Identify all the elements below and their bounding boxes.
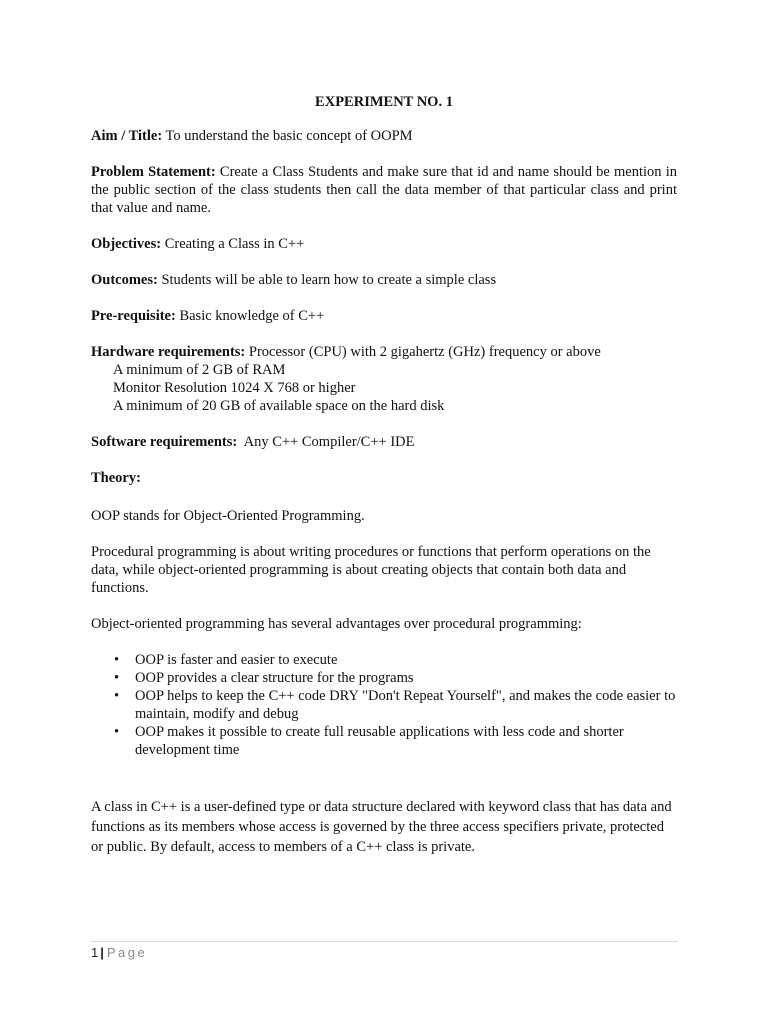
list-item: • OOP is faster and easier to execute xyxy=(135,651,677,669)
theory-heading: Theory: xyxy=(91,470,141,486)
prerequisite-section xyxy=(91,307,677,325)
objectives-text: Creating a Class in C++ xyxy=(161,236,305,252)
outcomes-section xyxy=(91,271,677,289)
class-paragraph: A class in C++ is a user-defined type or data structure declared with keyword class that has data and functions as its members whose access is governed by the three access specifiers private, protected or public. By default, access to members of a C++ class is private. xyxy=(91,799,672,855)
list-item: • OOP helps to keep the C++ code DRY "Don't Repeat Yourself", and makes the code easier to maintain, modify and debug xyxy=(135,687,677,723)
outcomes-text: Students will be able to learn how to create a simple class xyxy=(157,272,497,288)
hardware-line: A minimum of 20 GB of available space on the hard disk xyxy=(113,398,445,414)
outcomes-label: Outcomes: xyxy=(91,272,158,288)
software-label: Software requirements: xyxy=(91,434,238,450)
page-footer xyxy=(91,941,678,962)
hardware-section xyxy=(91,343,677,415)
software-text: Any C++ Compiler/C++ IDE xyxy=(237,434,415,450)
problem-section xyxy=(91,163,677,217)
objectives-section xyxy=(91,235,677,253)
hardware-line: A minimum of 2 GB of RAM xyxy=(113,362,286,378)
advantages-list xyxy=(91,651,677,759)
objectives-label: Objectives: xyxy=(91,236,162,252)
hardware-text: Processor (CPU) with 2 gigahertz (GHz) frequency or above xyxy=(245,344,601,360)
problem-label: Problem Statement: xyxy=(91,164,216,180)
theory-paragraph: OOP stands for Object-Oriented Programming. xyxy=(91,508,365,524)
page-number: 1 xyxy=(91,945,99,960)
hardware-line: Monitor Resolution 1024 X 768 or higher xyxy=(113,380,356,396)
aim-text: To understand the basic concept of OOPM xyxy=(162,128,413,144)
prerequisite-label: Pre-requisite: xyxy=(91,308,176,324)
hardware-label: Hardware requirements: xyxy=(91,344,246,360)
footer-separator: | xyxy=(100,945,104,960)
problem-text: Create a Class Students and make sure that id and name should be mention in the public section of the class students then call the data member of that particular class and print that value and name. xyxy=(91,164,678,216)
document-page xyxy=(91,93,677,857)
prerequisite-text: Basic knowledge of C++ xyxy=(175,308,325,324)
theory-paragraph: Object-oriented programming has several advantages over procedural programming: xyxy=(91,616,582,632)
software-section xyxy=(91,433,677,451)
aim-section xyxy=(91,127,677,145)
aim-label: Aim / Title: xyxy=(91,128,163,144)
page-label: Page xyxy=(106,945,148,960)
list-item: • OOP makes it possible to create full reusable applications with less code and shorter development time xyxy=(135,723,677,759)
list-item: • OOP provides a clear structure for the programs xyxy=(135,669,677,687)
theory-paragraph: Procedural programming is about writing procedures or functions that perform operations on the data, while object-oriented programming is about creating objects that contain both data and functions. xyxy=(91,544,651,596)
experiment-title: EXPERIMENT NO. 1 xyxy=(315,94,453,110)
